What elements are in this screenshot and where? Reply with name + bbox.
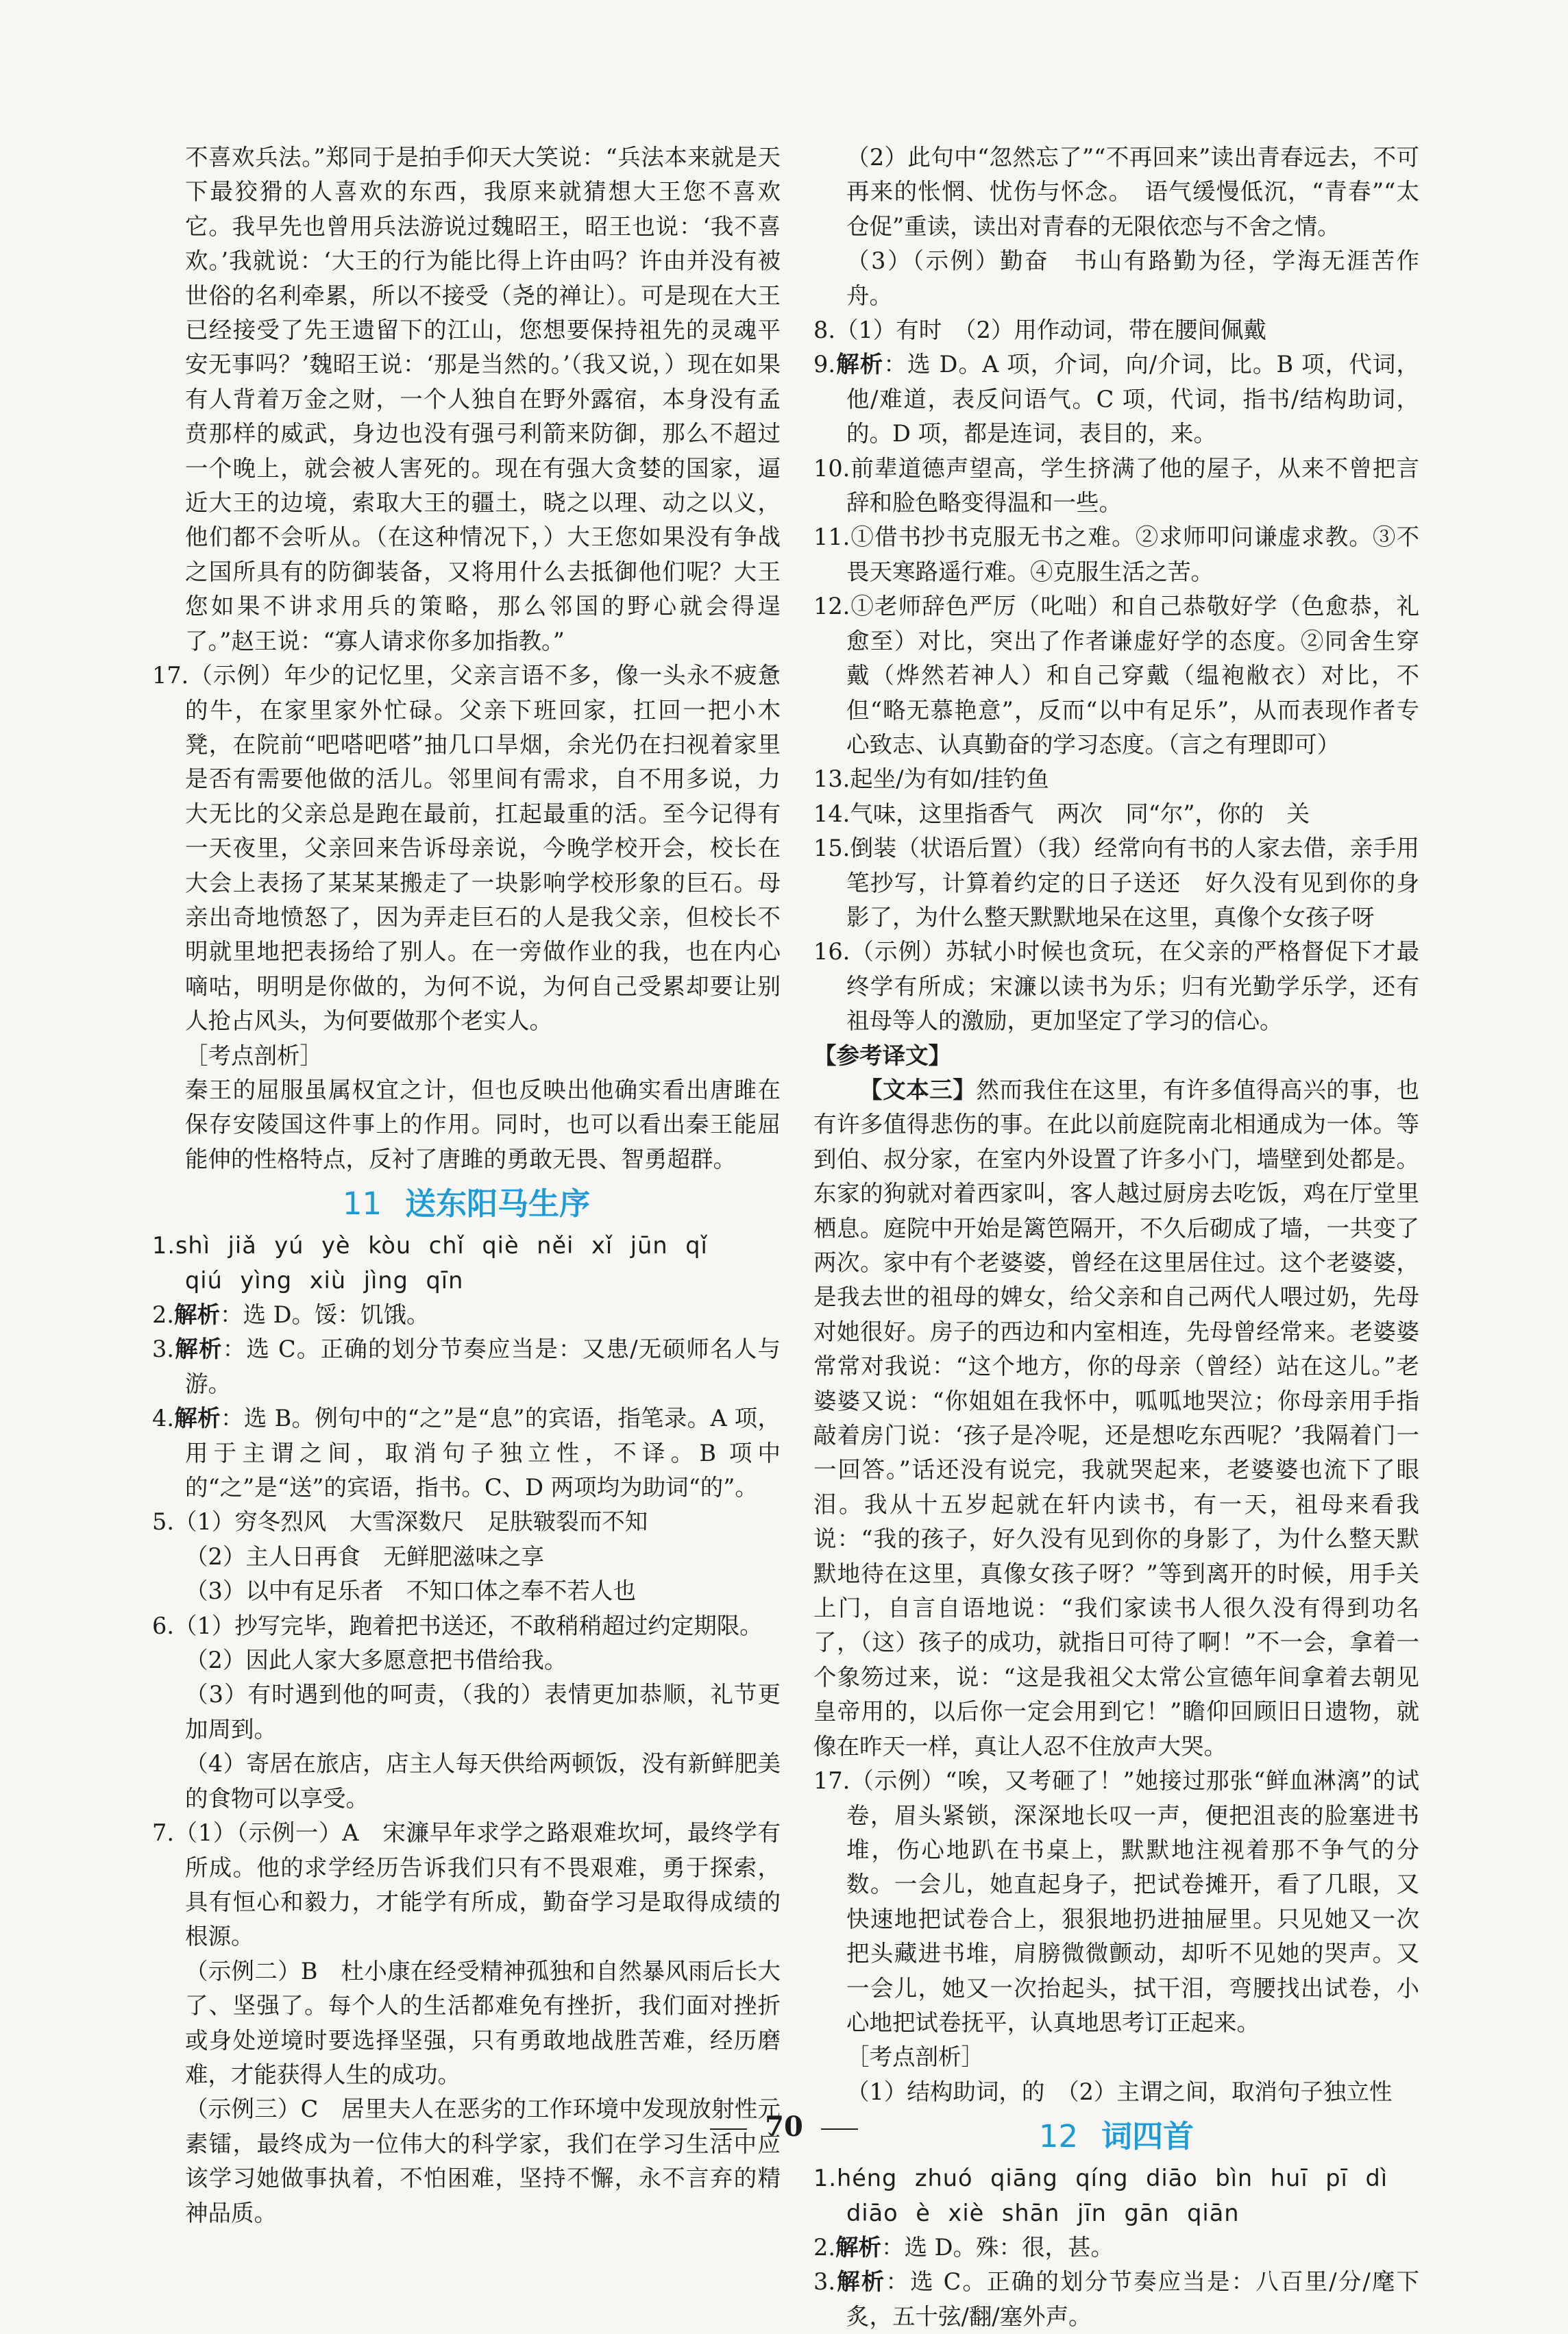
answer-16: 16.（示例）苏轼小时候也贪玩，在父亲的严格督促下才最终学有所成；宋濂以读书为乐；归有光勤学乐学，还有祖母等人的激励，更加坚定了学习的信心。 [813,938,1419,1035]
answer-15: 15.倒装（状语后置）（我）经常向有书的人家去借，亲手用笔抄写，计算着约定的日子送还 好久没有见到你的身影了，为什么整天默默地呆在这里，真像个女孩子呀 [813,835,1419,931]
answer-7-example3: （示例三）C 居里夫人在恶劣的工作环境中发现放射性元素镭，最终成为一位伟大的科学家，我们在学习生活中应该学习她做事执着，不怕困难，坚持不懈，永不言弃的精神品质。 [185,2096,781,2226]
answer-10: 10.前辈道德声望高，学生挤满了他的屋子，从来不曾把言辞和脸色略变得温和一些。 [813,454,1419,517]
answer-5-2: （2）主人日再食 无鲜肥滋味之享 [185,1543,544,1570]
answer-17: 17.（示例）年少的记忆里，父亲言语不多，像一头永不疲惫的牛，在家里家外忙碌。父亲下班回家，扛回一把小木凳，在院前“吧嗒吧嗒”抽几口旱烟，余光仍在扫视着家里是否有需要他做的活儿。邻里间有需求，自不用多说，力大无比的父亲总是跑在最前，扛起最重的活。至今记得有一天夜里，父亲回来告诉母亲说，今晚学校开会，校长在大会上表扬了某某某搬走了一块影响学校形象的巨石。母亲出奇地愤怒了，因为弄走巨石的人是我父亲，但校长不明就里地把表扬给了别人。在一旁做作业的我，也在内心嘀咕，明明是你做的，为何不说，为何自己受累却要让别人抢占风头，为何要做那个老实人。 [152,662,781,1035]
answer-7-3: （3）（示例）勤奋 书山有路勤为径，学海无涯苦作舟。 [846,247,1419,309]
footer-rule-right [821,2128,858,2130]
answer-12: 12.①老师辞色严厉（叱咄）和自己恭敬好学（色愈恭，礼愈至）对比，突出了作者谦虚好学的态度。②同舍生穿戴（烨然若神人）和自己穿戴（缊袍敝衣）对比，不但“略无慕艳意”，反而“以中有足乐”，从而表现作者专心致志、认真勤奋的学习态度。（言之有理即可） [813,593,1419,758]
answer-2-right: 2.解析：选 D。殊：很，甚。 [813,2233,1114,2261]
reference-translation-text: 【文本三】然而我住在这里，有许多值得高兴的事，也有许多值得悲伤的事。在此以前庭院南北相通成为一体。等到伯、叔分家，在室内外设置了许多小门，墙壁到处都是。东家的狗就对着西家叫，客人越过厨房去吃饭，鸡在厅堂里栖息。庭院中开始是篱笆隔开，不久后砌成了墙，一共变了两次。家中有个老婆婆，曾经在这里居住过。这个老婆婆，是我去世的祖母的婢女，给父亲和自己两代人喂过奶，先母对她很好。房子的西边和内室相连，先母曾经常来。老婆婆常常对我说：“这个地方，你的母亲（曾经）站在这儿。”老婆婆又说：“你姐姐在我怀中，呱呱地哭泣；你母亲用手指敲着房门说：‘孩子是冷呢，还是想吃东西呢？’我隔着门一一回答。”话还没有说完，我就哭起来，老婆婆也流下了眼泪。我从十五岁起就在轩内读书，有一天，祖母来看我说：“我的孩子，好久没有见到你的身影了，为什么整天默默地待在这里，真像女孩子呀？”等到离开的时候，用手关上门，自言自语地说：“我们家读书人很久没有得到功名了，（这）孩子的成功，就指日可待了啊！”不一会，拿着一个象笏过来，说：“这是我祖父太常公宣德年间拿着去朝见皇帝用的，以后你一定会用到它！”瞻仰回顾旧日遗物，就像在昨天一样，真让人忍不住放声大哭。 [813,1076,1420,1760]
answer-3: 3.解析：选 C。正确的划分节奏应当是：又患/无硕师名人与游。 [152,1336,781,1397]
right-column [813,140,1419,2334]
lesson-number: 12 [1038,2118,1079,2155]
footer-rule-left [710,2128,747,2130]
lesson-11-title [152,1179,781,1229]
kaodian-label: ［考点剖析］ [185,1042,323,1069]
answer-6-4: （4）寄居在旅店，店主人每天供给两顿饭，没有新鲜肥美的食物可以享受。 [185,1750,781,1812]
answer-8: 8.（1）有时 （2）用作动词，带在腰间佩戴 [813,317,1266,344]
answer-1-pinyin-right-line2: diāo è xiè shān jīn gān qiān [846,2199,1240,2226]
answer-1-pinyin: 1.shì jiǎ yú yè kòu chǐ qiè něi xǐ jūn qǐ [152,1232,708,1260]
answer-3-right: 3.解析：选 C。正确的划分节奏应当是：八百里/分/麾下炙，五十弦/翻/塞外声。 [813,2268,1419,2330]
answer-7-example2: （示例二）B 杜小康在经受精神孤独和自然暴风雨后长大了、坚强了。每个人的生活都难免有挫折，我们面对挫折或身处逆境时要选择坚强，只有勇敢地战胜苦难，经历磨难，才能获得人生的成功。 [185,1957,781,2088]
answer-13: 13.起坐/为有如/挂钓鱼 [813,765,1049,793]
answer-6-3: （3）有时遇到他的呵责，（我的）表情更加恭顺，礼节更加周到。 [185,1681,781,1743]
answer-14: 14.气味，这里指香气 两次 同“尔”，你的 关 [813,800,1310,827]
answer-1-pinyin-right: 1.héng zhuó qiāng qíng diāo bìn huī pī dì [813,2165,1388,2192]
answer-9: 9.解析：选 D。A 项，介词，向/介词，比。B 项，代词，他/难道，表反问语气。C 项，代词，指书/结构助词，的。D 项，都是连词，表目的，来。 [813,351,1419,447]
answer-4: 4.解析：选 B。例句中的“之”是“息”的宾语，指笔录。A 项，用于主谓之间，取消句子独立性，不译。B 项中的“之”是“送”的宾语，指书。C、D 两项均为助词“的”。 [152,1405,781,1501]
answer-17-right: 17.（示例）“唉，又考砸了！”她接过那张“鲜血淋漓”的试卷，眉头紧锁，深深地长叹一声，便把沮丧的脸塞进书堆，伤心地趴在书桌上，默默地注视着那不争气的分数。一会儿，她直起身子，把试卷摊开，看了几眼，又快速地把试卷合上，狠狠地扔进抽屉里。只见她又一次把头藏进书堆，肩膀微微颤动，却听不见她的哭声。又一会儿，她又一次抬起头，拭干泪，弯腰找出试卷，小心地把试卷抚平，认真地思考订正起来。 [813,1767,1419,2036]
kaodian-text: 秦王的屈服虽属权宜之计，但也反映出他确实看出唐雎在保存安陵国这件事上的作用。同时，也可以看出秦王能屈能伸的性格特点，反衬了唐雎的勇敢无畏、智勇超群。 [185,1076,781,1172]
page-footer [0,2111,1568,2143]
answer-5-1: 5.（1）穷冬烈风 大雪深数尺 足肤皲裂而不知 [152,1508,648,1536]
answer-1-pinyin-line2: qiú yìng xiù jìng qīn [185,1266,464,1294]
answer-6-2: （2）因此人家大多愿意把书借给我。 [185,1647,567,1674]
lesson-name: 送东阳马生序 [405,1186,591,1223]
answer-11: 11.①借书抄书克服无书之难。②求师叩问谦虚求教。③不畏天寒路遥行难。④克服生活之苦。 [813,524,1419,585]
answer-16-translation-continued: 不喜欢兵法。”郑同于是拍手仰天大笑说：“兵法本来就是天下最狡猾的人喜欢的东西，我原来就猜想大王您不喜欢它。我早先也曾用兵法游说过魏昭王，昭王也说：‘我不喜欢。’我就说：‘大王的行为能比得上许由吗？许由并没有被世俗的名利牵累，所以不接受（尧的禅让）。可是现在大王已经接受了先王遗留下的江山，您想要保持祖先的灵魂平安无事吗？’魏昭王说：‘那是当然的。’（我又说，）现在如果有人背着万金之财，一个人独自在野外露宿，本身没有孟贲那样的威武，身边也没有强弓利箭来防御，那么不超过一个晚上，就会被人害死的。现在有强大贪婪的国家，逼近大王的边境，索取大王的疆土，晓之以理、动之以义，他们都不会听从。（在这种情况下，）大王您如果没有争战之国所具有的防御装备，又将用什么去抵御他们呢？大王您如果不讲求用兵的策略，那么邻国的野心就会得逞了。”赵王说：“寡人请求你多加指教。” [185,144,781,654]
lesson-number: 11 [342,1186,382,1223]
left-column [152,140,781,2231]
answer-6-1: 6.（1）抄写完毕，跑着把书送还，不敢稍稍超过约定期限。 [152,1612,763,1639]
lesson-name: 词四首 [1101,2118,1195,2155]
page-number: 70 [765,2111,803,2143]
answer-7-1: 7.（1）（示例一）A 宋濂早年求学之路艰难坎坷，最终学有所成。他的求学经历告诉我们只有不畏艰难，勇于探索，具有恒心和毅力，才能学有所成，勤奋学习是取得成绩的根源。 [152,1819,781,1950]
answer-2: 2.解析：选 D。馁：饥饿。 [152,1301,430,1328]
answer-5-3: （3）以中有足乐者 不知口体之奉不若人也 [185,1577,636,1605]
reference-translation-label: 【参考译文】 [813,1042,951,1069]
kaodian-text-right: （1）结构助词，的 （2）主谓之间，取消句子独立性 [846,2078,1393,2105]
answer-7-2: （2）此句中“忽然忘了”“不再回来”读出青春远去，不可再来的怅惘、忧伤与怀念。 语气缓慢低沉，“青春”“太仓促”重读，读出对青春的无限依恋与不舍之情。 [846,144,1419,240]
kaodian-label-right: ［考点剖析］ [846,2043,984,2071]
